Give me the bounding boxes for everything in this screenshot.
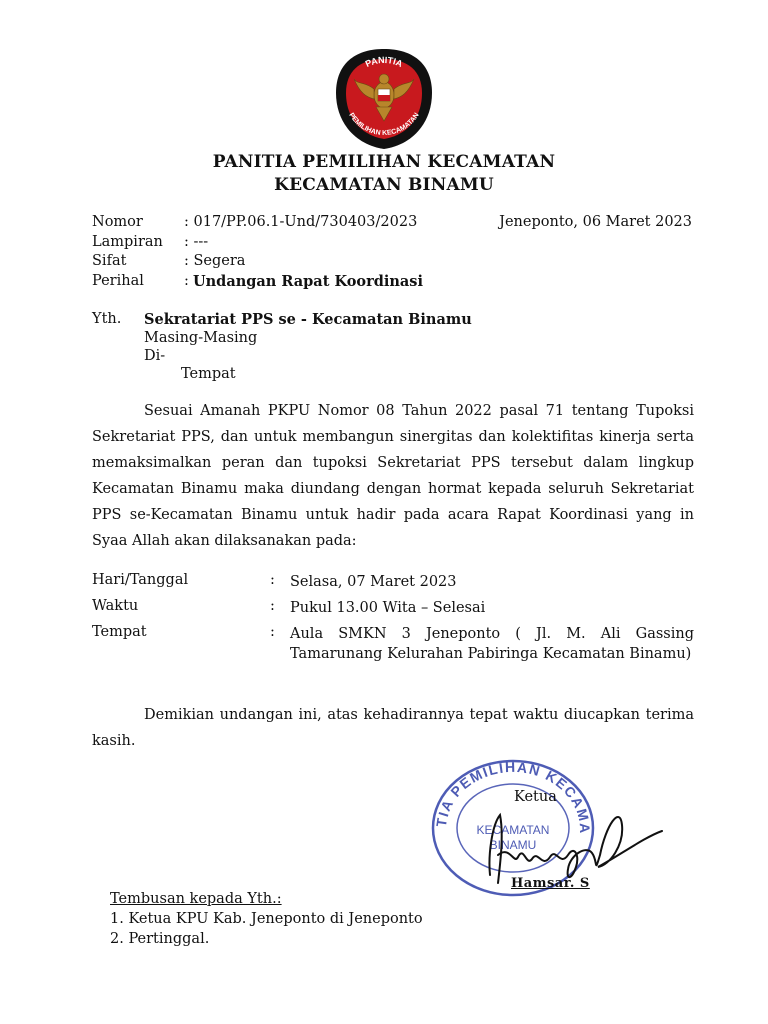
perihal-value: Undangan Rapat Koordinasi bbox=[193, 273, 423, 290]
recipient-name: Sekratariat PPS se - Kecamatan Binamu bbox=[144, 311, 472, 328]
header-line-2: KECAMATAN BINAMU bbox=[274, 175, 494, 195]
perihal-separator: : bbox=[184, 273, 189, 289]
cc-item-2: 2. Pertinggal. bbox=[110, 931, 210, 947]
lampiran-label: Lampiran bbox=[92, 234, 163, 250]
signatory-title: Ketua bbox=[514, 789, 557, 805]
sifat-value: : Segera bbox=[184, 253, 246, 269]
waktu-separator: : bbox=[270, 598, 275, 614]
header-line-1: PANITIA PEMILIHAN KECAMATAN bbox=[212, 152, 556, 172]
letter-date: Jeneponto, 06 Maret 2023 bbox=[499, 214, 692, 230]
tempat-label: Tempat bbox=[92, 624, 147, 640]
signatory-name: Hamsar. S bbox=[511, 876, 590, 891]
cc-item-1: 1. Ketua KPU Kab. Jeneponto di Jeneponto bbox=[110, 911, 423, 927]
nomor-label: Nomor bbox=[92, 214, 143, 230]
hari-label: Hari/Tanggal bbox=[92, 572, 189, 588]
tempat-separator: : bbox=[270, 624, 275, 640]
svg-text:PEMILIHAN KECAMATAN: PEMILIHAN KECAMATAN bbox=[347, 111, 421, 138]
recipient-line-3: Di- bbox=[144, 348, 166, 364]
recipient-line-2: Masing-Masing bbox=[144, 330, 258, 346]
svg-text:PANITIA PEMILIHAN KECAMATAN: TIA PEMILIHAN KECAMA bbox=[432, 758, 594, 834]
waktu-value: Pukul 13.00 Wita – Selesai bbox=[290, 600, 486, 616]
hari-value: Selasa, 07 Maret 2023 bbox=[290, 574, 457, 590]
cc-heading: Tembusan kepada Yth.: bbox=[110, 891, 282, 907]
recipient-line-4: Tempat bbox=[181, 366, 236, 382]
hari-separator: : bbox=[270, 572, 275, 588]
yth-label: Yth. bbox=[92, 311, 122, 327]
sifat-label: Sifat bbox=[92, 253, 127, 269]
nomor-value: : 017/PP.06.1-Und/730403/2023 bbox=[184, 214, 418, 230]
tempat-value: Aula SMKN 3 Jeneponto ( Jl. M. Ali Gassing Tamarunang Kelurahan Pabiringa Kecamatan Binamu) bbox=[290, 626, 694, 662]
lampiran-value: : --- bbox=[184, 234, 209, 250]
svg-text:BINAMU: BINAMU bbox=[489, 838, 537, 852]
body-paragraph-1: Sesuai Amanah PKPU Nomor 08 Tahun 2022 pasal 71 tentang Tupoksi Sekretariat PPS, dan untuk membangun sinergitas dan kolektifitas kinerja serta memaksimalkan peran dan tupoksi Sekretariat PPS tersebut dalam lingkup Kecamatan Binamu maka diundang dengan hormat kepada seluruh Sekretariat PPS se-Kecamatan Binamu untuk hadir pada acara Rapat Koordinasi yang in Syaa Allah akan dilaksanakan pada: bbox=[92, 403, 694, 549]
perihal-label: Perihal bbox=[92, 273, 144, 289]
panitia-logo bbox=[330, 45, 438, 153]
svg-text:KECAMATAN: KECAMATAN bbox=[476, 823, 550, 837]
waktu-label: Waktu bbox=[92, 598, 139, 614]
body-paragraph-2: Demikian undangan ini, atas kehadirannya tepat waktu diucapkan terima kasih. bbox=[92, 707, 694, 749]
svg-text:PANITIA: PANITIA bbox=[363, 54, 405, 69]
